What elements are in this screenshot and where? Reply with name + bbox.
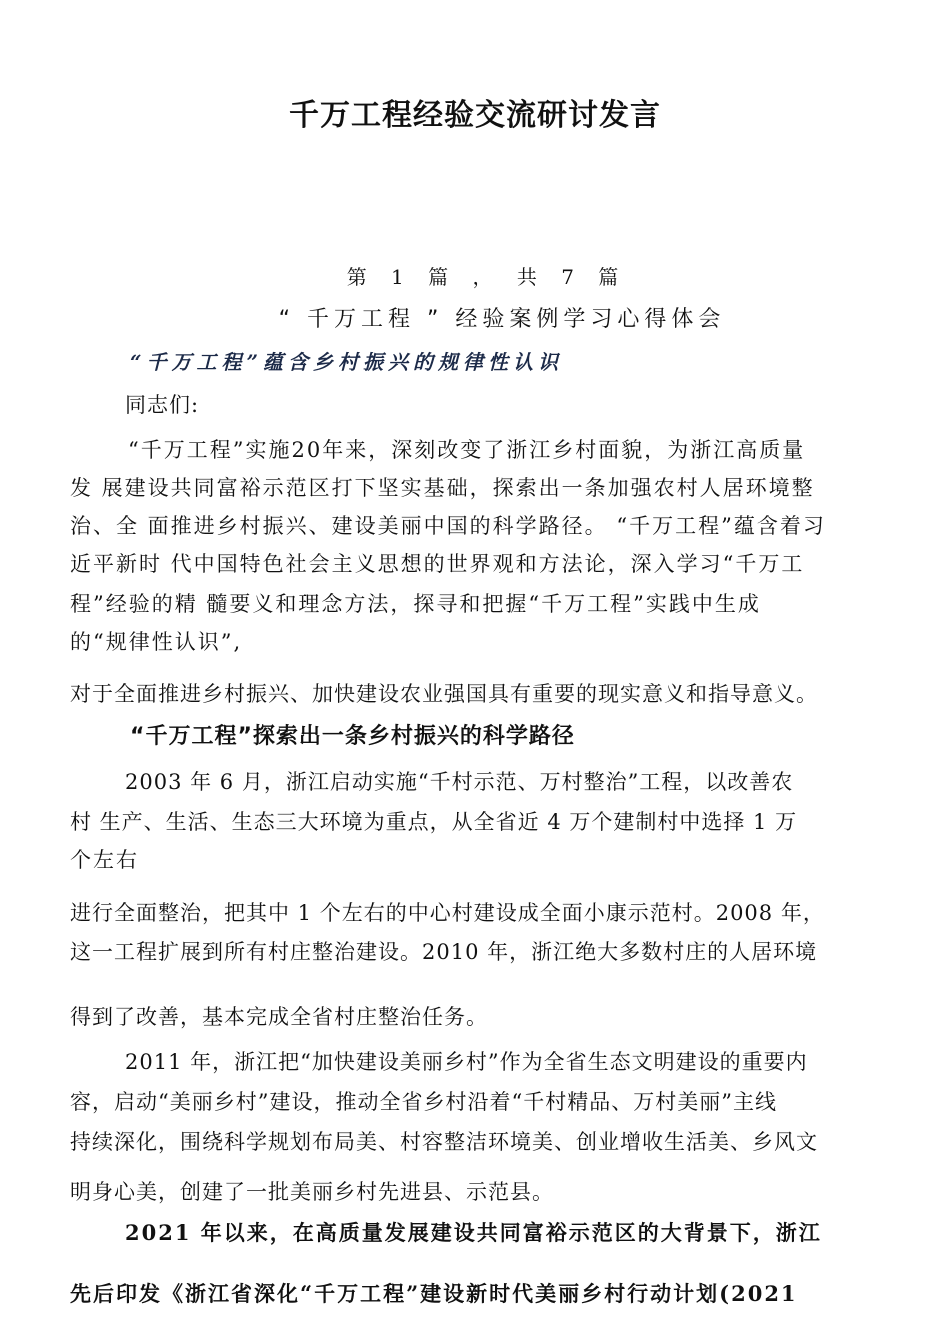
paragraph-4-line: 先后印发《浙江省深化“千万工程”建设新时代美丽乡村行动计划(2021 bbox=[70, 1281, 798, 1306]
paragraph-3-line: 持续深化，围绕科学规划布局美、村容整洁环境美、创业增收生活美、乡风文 bbox=[70, 1130, 818, 1154]
paragraph-2-line: 个左右 bbox=[70, 848, 139, 872]
part-label: 第 1 篇 ， 共 7 篇 bbox=[346, 265, 628, 289]
paragraph-2-line: 村 生产、生活、生态三大环境为重点，从全省近 4 万个建制村中选择 1 万 bbox=[70, 810, 798, 834]
paragraph-2-end: 得到了改善，基本完成全省村庄整治任务。 bbox=[70, 1005, 488, 1029]
section-heading: “千万工程”探索出一条乡村振兴的科学路径 bbox=[130, 724, 575, 749]
paragraph-1-line: 程”经验的精 髓要义和理念方法，探寻和把握“千万工程”实践中生成 bbox=[70, 592, 761, 616]
section-title: “千万工程”蕴含乡村振兴的规律性认识 bbox=[130, 350, 564, 374]
paragraph-1-line: 近平新时 代中国特色社会主义思想的世界观和方法论，深入学习“千万工 bbox=[70, 552, 805, 576]
paragraph-2-line: 这一工程扩展到所有村庄整治建设。2010 年，浙江绝大多数村庄的人居环境 bbox=[70, 940, 818, 964]
paragraph-1-line: 的“规律性认识”, bbox=[70, 630, 243, 654]
paragraph-1-line: 治、全 面推进乡村振兴、建设美丽中国的科学路径。 “千万工程”蕴含着习 bbox=[70, 514, 826, 538]
paragraph-3-line: 明身心美，创建了一批美丽乡村先进县、示范县。 bbox=[70, 1180, 554, 1204]
paragraph-3-line: 容，启动“美丽乡村”建设，推动全省乡村沿着“千村精品、万村美丽”主线 bbox=[70, 1090, 777, 1114]
paragraph-1-end: 对于全面推进乡村振兴、加快建设农业强国具有重要的现实意义和指导意义。 bbox=[70, 682, 818, 706]
paragraph-2-line: 2003 年 6 月，浙江启动实施“千村示范、万村整治”工程，以改善农 bbox=[125, 770, 794, 794]
paragraph-1-line: 发 展建设共同富裕示范区打下坚实基础，探索出一条加强农村人居环境整 bbox=[70, 476, 815, 500]
paragraph-1-line: “千万工程”实施20年来，深刻改变了浙江乡村面貌，为浙江高质量 bbox=[128, 438, 806, 462]
document-subtitle: “ 千万工程 ” 经验案例学习心得体会 bbox=[278, 307, 726, 332]
paragraph-2-line: 进行全面整治，把其中 1 个左右的中心村建设成全面小康示范村。2008 年， bbox=[70, 901, 825, 925]
document-title: 千万工程经验交流研讨发言 bbox=[289, 98, 661, 133]
paragraph-4-line: 2021 年以来，在高质量发展建设共同富裕示范区的大背景下，浙江 bbox=[125, 1220, 822, 1245]
salutation: 同志们: bbox=[125, 393, 200, 417]
paragraph-3-line: 2011 年，浙江把“加快建设美丽乡村”作为全省生态文明建设的重要内 bbox=[125, 1050, 808, 1074]
